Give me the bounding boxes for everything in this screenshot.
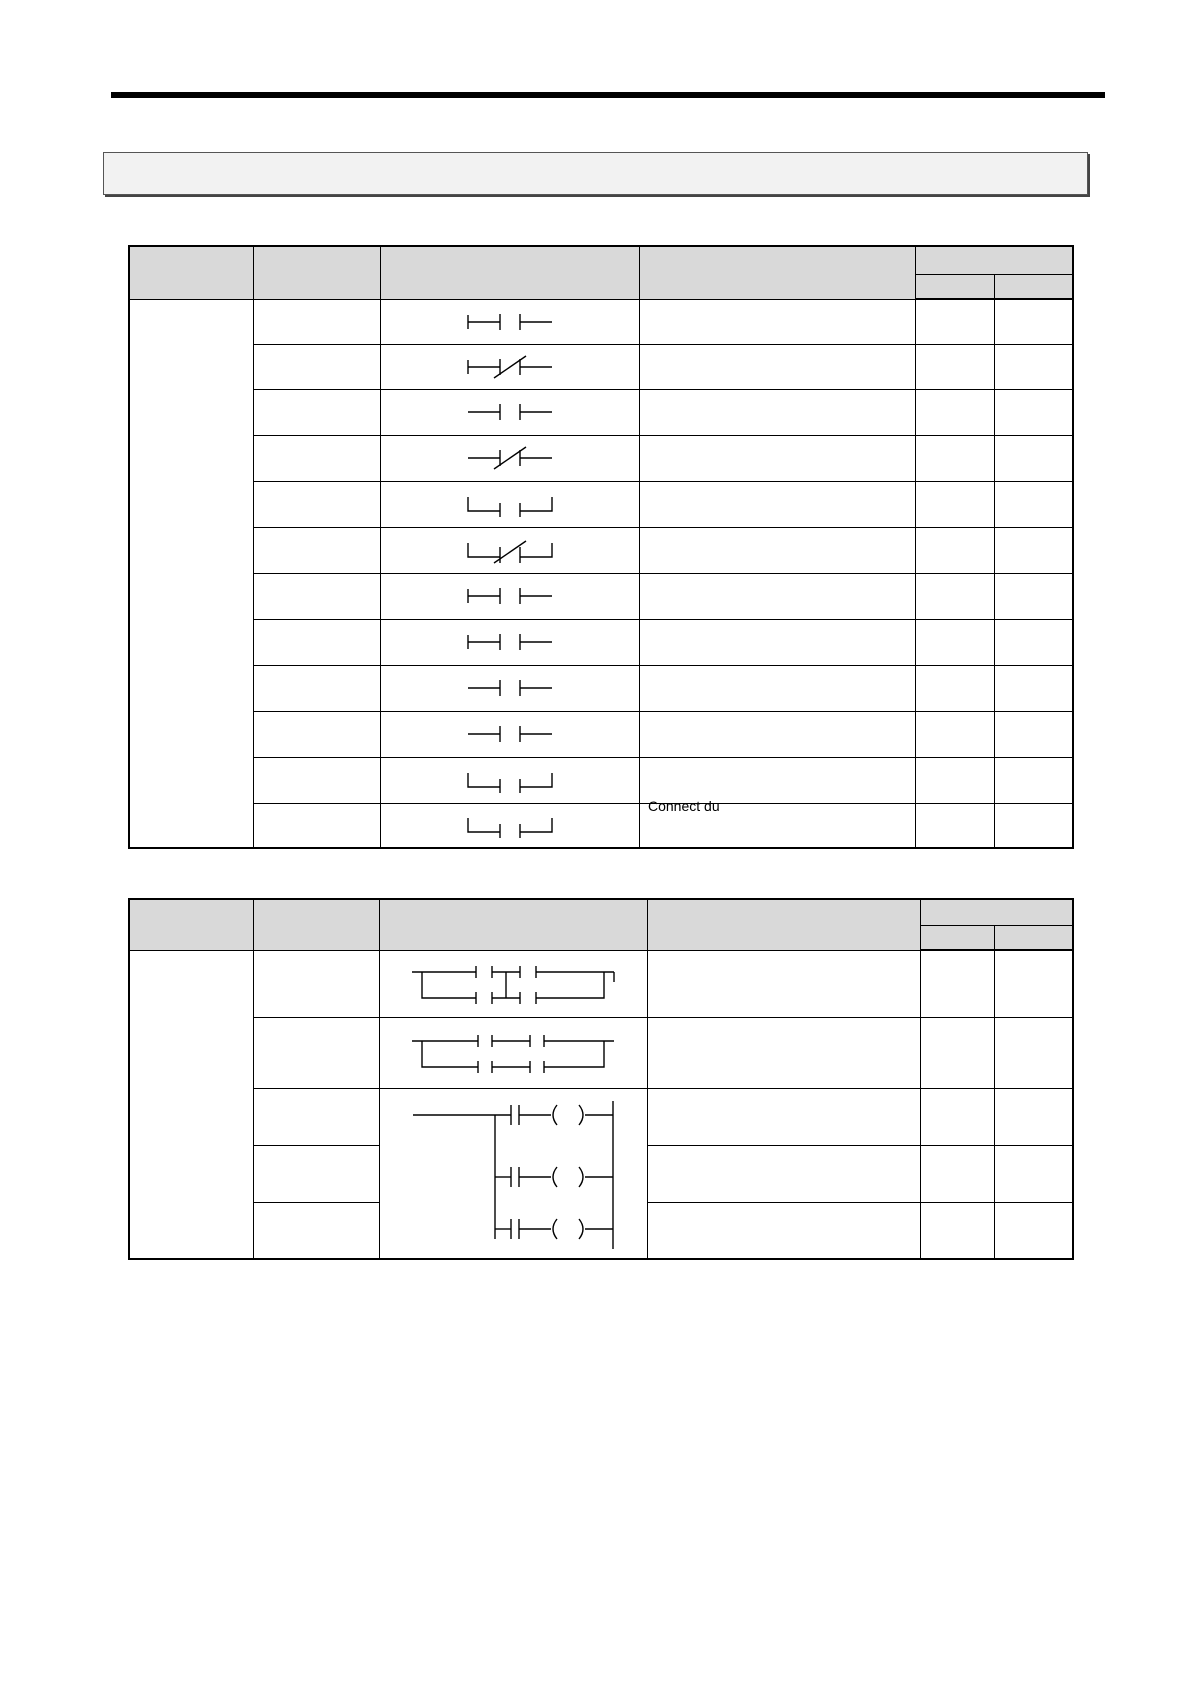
mnemonic-cell	[253, 389, 380, 435]
description-cell	[639, 481, 915, 527]
description-cell	[639, 344, 915, 389]
mnemonic-cell	[253, 665, 380, 711]
contact-instructions-table	[128, 245, 1074, 849]
table-row	[129, 573, 1073, 619]
description-cell	[639, 619, 915, 665]
table-row	[129, 344, 1073, 389]
table-row	[129, 389, 1073, 435]
spec-cell-1	[915, 435, 994, 481]
table-row	[129, 1017, 1073, 1088]
block-series-connection-icon	[408, 962, 618, 1006]
spec-cell-1	[915, 757, 994, 803]
mnemonic-cell	[253, 619, 380, 665]
mnemonic-cell	[253, 1202, 379, 1259]
mnemonic-cell	[253, 1088, 379, 1145]
table-row	[129, 481, 1073, 527]
header-symbol	[380, 246, 639, 299]
mnemonic-cell	[253, 573, 380, 619]
header-spec-col1	[920, 925, 994, 950]
spec-cell-2	[994, 619, 1073, 665]
spec-cell-2	[994, 527, 1073, 573]
top-rule	[111, 92, 1105, 98]
table-row	[129, 665, 1073, 711]
table-row	[129, 950, 1073, 1017]
spec-cell-2	[994, 389, 1073, 435]
spec-cell-1	[920, 1202, 994, 1259]
description-cell	[647, 1088, 920, 1145]
description-cell	[639, 573, 915, 619]
spec-cell-2	[994, 1145, 1073, 1202]
spec-cell-2	[994, 803, 1073, 848]
header-group	[129, 899, 253, 950]
spec-cell-2	[994, 573, 1073, 619]
description-cell	[639, 389, 915, 435]
mnemonic-cell	[253, 1145, 379, 1202]
spec-cell-2	[994, 665, 1073, 711]
mnemonic-cell	[253, 803, 380, 848]
mnemonic-cell	[253, 481, 380, 527]
group-cell	[129, 299, 253, 848]
header-symbol	[379, 899, 647, 950]
spec-cell-1	[915, 389, 994, 435]
spec-cell-1	[920, 1088, 994, 1145]
contact-no-start-icon	[460, 629, 560, 655]
spec-cell-2	[994, 757, 1073, 803]
description-cell	[639, 435, 915, 481]
spec-cell-1	[920, 1145, 994, 1202]
header-spec-col2	[994, 925, 1073, 950]
contact-no-series-icon	[460, 399, 560, 425]
mnemonic-cell	[253, 950, 379, 1017]
table-row	[129, 711, 1073, 757]
table-row	[129, 1088, 1073, 1145]
spec-cell-1	[915, 619, 994, 665]
contact-no-series-icon	[460, 675, 560, 701]
table-row	[129, 619, 1073, 665]
spec-cell-2	[994, 435, 1073, 481]
header-spec-col2	[994, 274, 1073, 299]
spec-cell-2	[994, 344, 1073, 389]
mnemonic-cell	[253, 711, 380, 757]
spec-cell-2	[994, 711, 1073, 757]
group-cell	[129, 950, 253, 1259]
spec-cell-2	[994, 1088, 1073, 1145]
spec-cell-2	[994, 1017, 1073, 1088]
contact-nc-series-icon	[460, 445, 560, 471]
spec-cell-2	[994, 950, 1073, 1017]
header-mnemonic	[253, 246, 380, 299]
description-cell	[647, 1017, 920, 1088]
table-row	[129, 299, 1073, 344]
contact-no-series-icon	[460, 721, 560, 747]
spec-cell-1	[915, 527, 994, 573]
mnemonic-cell	[253, 1017, 379, 1088]
spec-cell-1	[920, 1017, 994, 1088]
header-description	[647, 899, 920, 950]
contact-no-parallel-icon	[460, 812, 560, 838]
mnemonic-cell	[253, 527, 380, 573]
spec-cell-2	[994, 481, 1073, 527]
contact-no-start-icon	[460, 309, 560, 335]
spec-cell-1	[915, 299, 994, 344]
description-cell	[647, 1145, 920, 1202]
description-cell	[639, 527, 915, 573]
contact-no-parallel-icon	[460, 491, 560, 517]
description-cell	[639, 299, 915, 344]
contact-no-parallel-icon	[460, 767, 560, 793]
contact-nc-parallel-icon	[460, 537, 560, 563]
spec-cell-2	[994, 1202, 1073, 1259]
spec-cell-1	[915, 344, 994, 389]
mnemonic-cell	[253, 299, 380, 344]
spec-cell-1	[920, 950, 994, 1017]
header-spec	[915, 246, 1073, 274]
description-cell	[639, 711, 915, 757]
multi-output-branch-icon	[403, 1093, 623, 1253]
spec-cell-1	[915, 573, 994, 619]
header-spec-col1	[915, 274, 994, 299]
spec-cell-2	[994, 299, 1073, 344]
clipped-description-text: Connect du	[648, 798, 720, 814]
header-mnemonic	[253, 899, 379, 950]
table-row	[129, 435, 1073, 481]
table-row	[129, 803, 1073, 848]
contact-nc-start-icon	[460, 354, 560, 380]
description-cell	[647, 950, 920, 1017]
mnemonic-cell	[253, 435, 380, 481]
spec-cell-1	[915, 711, 994, 757]
spec-cell-1	[915, 481, 994, 527]
spec-cell-1	[915, 803, 994, 848]
table-row	[129, 527, 1073, 573]
block-parallel-connection-icon	[408, 1031, 618, 1075]
mnemonic-cell	[253, 344, 380, 389]
table-row	[129, 757, 1073, 803]
spec-cell-1	[915, 665, 994, 711]
description-cell	[639, 665, 915, 711]
mnemonic-cell	[253, 757, 380, 803]
header-spec	[920, 899, 1073, 925]
section-heading-box	[103, 152, 1088, 195]
description-cell	[647, 1202, 920, 1259]
connection-instructions-table	[128, 898, 1074, 1260]
header-description	[639, 246, 915, 299]
header-group	[129, 246, 253, 299]
contact-no-start-icon	[460, 583, 560, 609]
